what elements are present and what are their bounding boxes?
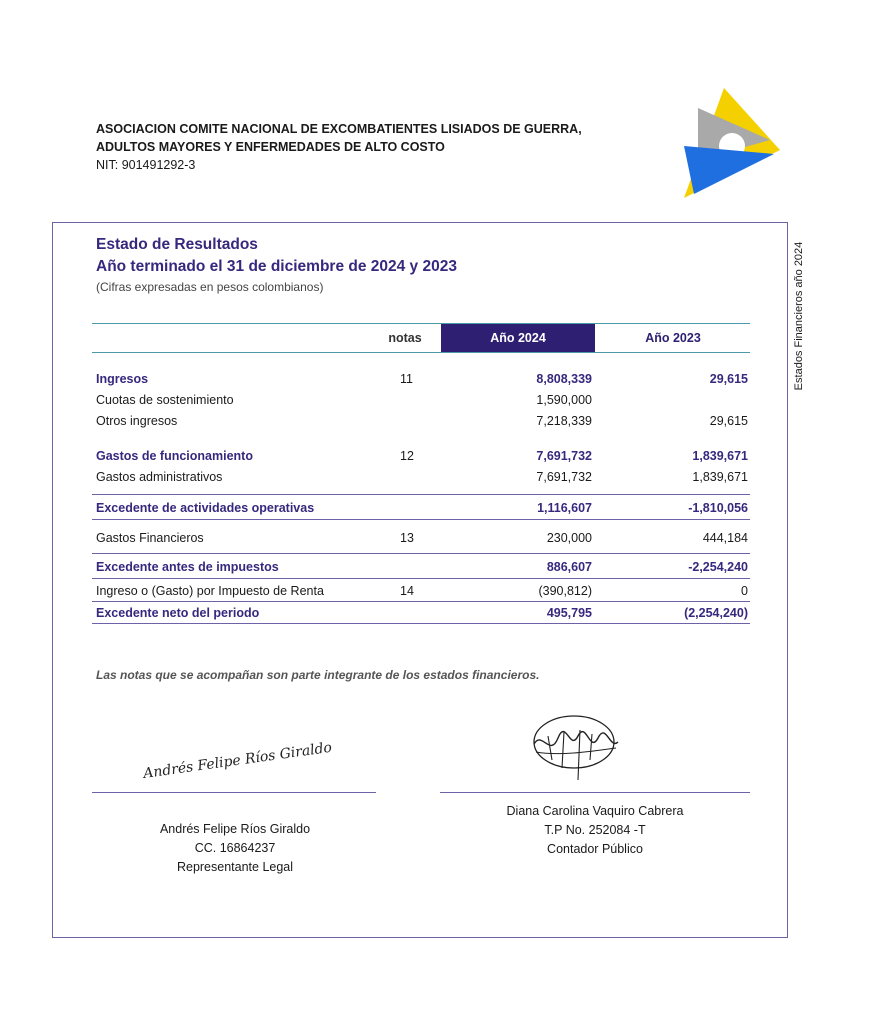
- statement-subtitle: Año terminado el 31 de diciembre de 2024 y 2023: [96, 258, 457, 275]
- table-row: [96, 412, 748, 430]
- row-rule: [92, 519, 750, 520]
- table-row: [96, 391, 748, 409]
- row-label: Gastos Financieros: [96, 531, 204, 545]
- row-value-2023: 444,184: [702, 531, 748, 545]
- legal-rep-role: Representante Legal: [176, 860, 294, 874]
- accountant-role: Contador Público: [547, 842, 643, 856]
- accountant-block: [470, 802, 720, 859]
- row-label: Cuotas de sostenimiento: [96, 393, 234, 407]
- accountant-id: T.P No. 252084 -T: [544, 823, 646, 837]
- row-value-2024: (390,812): [538, 584, 592, 598]
- side-caption: [793, 236, 807, 396]
- row-value-2024: 7,218,339: [536, 414, 592, 428]
- table-row: [96, 499, 748, 517]
- table-row: [96, 468, 748, 486]
- table-row: [96, 604, 748, 622]
- row-nota: 11: [400, 372, 413, 386]
- row-label: Excedente de actividades operativas: [96, 501, 315, 515]
- row-value-2024: 886,607: [546, 560, 592, 574]
- accountant-signature: [528, 708, 622, 782]
- legal-rep-id: CC. 16864237: [194, 841, 276, 855]
- logo-blue-shape: [684, 146, 774, 194]
- statement-title: Estado de Resultados: [96, 236, 258, 253]
- accountant-signature-line: [440, 792, 750, 793]
- accountant-name: Diana Carolina Vaquiro Cabrera: [506, 804, 684, 818]
- column-header-2023: Año 2023: [645, 331, 701, 345]
- legal-rep-signature-line: [92, 792, 376, 793]
- organization-name-line2: ADULTOS MAYORES Y ENFERMEDADES DE ALTO COSTO: [96, 140, 445, 154]
- row-value-2024: 495,795: [546, 606, 592, 620]
- row-value-2024: 7,691,732: [536, 470, 592, 484]
- table-row: [96, 370, 748, 388]
- row-label: Excedente neto del periodo: [96, 606, 260, 620]
- legal-rep-name: Andrés Felipe Ríos Giraldo: [159, 822, 311, 836]
- row-label: Excedente antes de impuestos: [96, 560, 279, 574]
- organization-nit: NIT: 901491292-3: [96, 158, 196, 172]
- row-value-2024: 1,590,000: [536, 393, 592, 407]
- footnote: Las notas que se acompañan son parte integrante de los estados financieros.: [96, 668, 540, 682]
- svg-text:Andrés Felipe Ríos Giraldo: Andrés Felipe Ríos Giraldo: [142, 739, 333, 782]
- table-row: [96, 447, 748, 465]
- row-value-2023: 1,839,671: [692, 470, 748, 484]
- row-label: Gastos administrativos: [96, 470, 223, 484]
- row-value-2024: 8,808,339: [536, 372, 592, 386]
- statement-units-note: (Cifras expresadas en pesos colombianos): [96, 280, 324, 294]
- row-value-2023: 29,615: [709, 414, 748, 428]
- side-caption-text: Estados Financieros año 2024: [793, 241, 805, 391]
- row-rule: [92, 494, 750, 495]
- row-label: Ingreso o (Gasto) por Impuesto de Renta: [96, 584, 324, 598]
- table-row: [96, 582, 748, 600]
- row-value-2023: 0: [741, 584, 748, 598]
- column-header-2024: Año 2024: [441, 324, 595, 352]
- row-value-2024: 1,116,607: [537, 501, 592, 515]
- row-nota: 12: [400, 449, 414, 463]
- row-label: Gastos de funcionamiento: [96, 449, 253, 463]
- row-nota: 14: [400, 584, 414, 598]
- table-row: [96, 558, 748, 576]
- row-label: Otros ingresos: [96, 414, 178, 428]
- row-nota: 13: [400, 531, 414, 545]
- row-rule: [92, 601, 750, 602]
- row-value-2023: 29,615: [709, 372, 748, 386]
- row-value-2023: (2,254,240): [684, 606, 748, 620]
- table-row: [96, 529, 748, 547]
- organization-name-line1: ASOCIACION COMITE NACIONAL DE EXCOMBATIENTES LISIADOS DE GUERRA,: [96, 122, 582, 136]
- legal-rep-block: [110, 820, 360, 877]
- row-value-2023: -2,254,240: [688, 560, 748, 574]
- table-bottom-rule: [92, 623, 750, 624]
- organization-logo: [684, 88, 780, 204]
- legal-rep-signature: [140, 738, 340, 788]
- column-header-notas: notas: [388, 331, 422, 345]
- row-label: Ingresos: [96, 372, 149, 386]
- row-value-2024: 7,691,732: [536, 449, 592, 463]
- row-value-2023: 1,839,671: [692, 449, 748, 463]
- row-value-2023: -1,810,056: [688, 501, 748, 515]
- row-value-2024: 230,000: [546, 531, 592, 545]
- row-rule: [92, 553, 750, 554]
- row-rule: [92, 578, 750, 579]
- header-bottom-rule: [92, 352, 750, 353]
- organization-header: [96, 120, 582, 174]
